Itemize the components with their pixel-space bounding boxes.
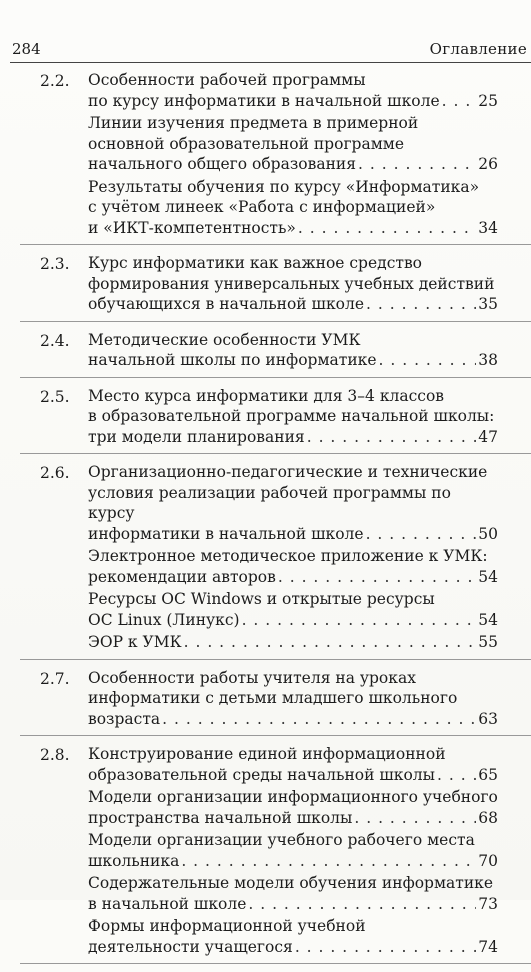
- running-title: Оглавление: [429, 40, 527, 58]
- entry-last-line: [88, 610, 498, 631]
- section-number: 2.8.: [40, 746, 70, 764]
- entry-line: Модели организации информационного учебного: [88, 788, 498, 806]
- entry-line: Конструирование единой информационной: [88, 745, 446, 763]
- section-number: 2.2.: [40, 72, 70, 90]
- section-number: 2.5.: [40, 387, 70, 406]
- entry-last-line: [88, 427, 498, 448]
- entry-last-text: три модели планирования: [88, 427, 305, 446]
- header-rule: [10, 62, 531, 63]
- section-number: 2.3.: [40, 255, 70, 273]
- page-ref: 54: [478, 610, 498, 629]
- entry-last-line: [88, 294, 498, 315]
- dot-leader: [358, 154, 476, 175]
- entry-last-line: [88, 567, 498, 588]
- entry-last-text: ОС Linux (Линукс): [88, 610, 240, 629]
- entry-text: [88, 787, 498, 828]
- entry-last-line: [88, 350, 498, 371]
- entry-last-text: и «ИКТ-компетентность»: [88, 218, 296, 237]
- entry-separator: [20, 377, 531, 378]
- entry-last-text: обучающихся в начальной школе: [88, 295, 365, 313]
- entry-last-line: [88, 851, 498, 872]
- entry-last-line: [88, 524, 498, 545]
- entry-text: [88, 546, 498, 587]
- page-ref: 55: [478, 633, 498, 651]
- entry-last-text: образовательной среды начальной школы: [88, 765, 435, 784]
- page-ref: 65: [478, 765, 498, 784]
- entry-line: условия реализации рабочей программы по курсу: [88, 483, 451, 522]
- entry-last-line: [88, 154, 498, 175]
- entry-last-line: [88, 808, 498, 829]
- entry-last-line: [88, 218, 498, 239]
- entry-line: информатики с детьми младшего школьного: [88, 689, 458, 707]
- entry-last-text: пространства начальной школы: [88, 808, 353, 827]
- entry-text: [88, 462, 498, 544]
- entry-last-text: в начальной школе: [88, 894, 247, 913]
- entry-line: формирования универсальных учебных действий: [88, 274, 495, 293]
- entry-last-text: начального общего образования: [88, 155, 357, 173]
- page-ref: 54: [478, 567, 498, 586]
- entry-last-text: по курсу информатики в начальной школе: [88, 91, 440, 110]
- dot-leader: [366, 294, 476, 315]
- entry-text: [88, 113, 498, 175]
- dot-leader: [248, 894, 476, 915]
- entry-last-text: ЭОР к УМК: [88, 633, 182, 651]
- toc-subentry: [0, 546, 531, 587]
- entry-last-text: деятельности учащегося: [88, 937, 293, 956]
- entry-line: Линии изучения предмета в примерной: [88, 114, 419, 132]
- toc-subentry: [0, 589, 531, 630]
- entry-text: [88, 744, 498, 785]
- entry-text: [88, 70, 498, 111]
- entry-separator: [20, 321, 531, 322]
- dot-leader: [295, 937, 476, 958]
- entry-line: Модели организации учебного рабочего места: [88, 831, 475, 849]
- section-number: 2.7.: [40, 669, 70, 688]
- entry-last-text: школьника: [88, 851, 180, 870]
- entry-last-text: начальной школы по информатике: [88, 351, 377, 369]
- page-header: [0, 38, 531, 62]
- dot-leader: [162, 709, 476, 730]
- entry-last-line: [88, 709, 498, 730]
- dot-leader: [181, 851, 476, 872]
- page-ref: 26: [478, 155, 498, 173]
- entry-last-line: [88, 765, 498, 786]
- section-number: 2.4.: [40, 331, 70, 350]
- page-ref: 35: [478, 295, 498, 313]
- entry-line: Содержательные модели обучения информатике: [88, 874, 494, 892]
- toc-entry: [0, 253, 531, 315]
- entry-last-text: рекомендации авторов: [88, 567, 276, 586]
- toc-entry: [0, 462, 531, 653]
- entry-last-text: возраста: [88, 709, 161, 728]
- page-ref: 70: [478, 851, 498, 870]
- page-ref: 38: [478, 351, 498, 369]
- entry-text: [88, 177, 498, 239]
- entry-text: [88, 589, 498, 630]
- toc-entry: [0, 668, 531, 730]
- page-ref: 25: [478, 91, 498, 110]
- toc-subentry: [0, 632, 531, 653]
- entry-text: [88, 632, 498, 653]
- page-ref: 68: [478, 808, 498, 827]
- entry-line: Результаты обучения по курсу «Информатика»: [88, 177, 480, 196]
- toc-subentry: [0, 787, 531, 828]
- entry-line: Методические особенности УМК: [88, 330, 361, 349]
- dot-leader: [184, 632, 477, 653]
- entry-line: Формы информационной учебной: [88, 917, 366, 935]
- page-number: 284: [12, 40, 41, 58]
- dot-leader: [366, 524, 477, 545]
- entry-text: [88, 253, 498, 315]
- entry-separator: [20, 659, 531, 660]
- entry-line: Курс информатики как важное средство: [88, 254, 423, 272]
- entry-line: Особенности работы учителя на уроках: [88, 668, 416, 687]
- page-ref: 47: [478, 427, 498, 446]
- dot-leader: [442, 91, 477, 112]
- entry-line: Место курса информатики для 3–4 классов: [88, 386, 445, 405]
- entry-line: Организационно-педагогические и технические: [88, 463, 488, 481]
- dot-leader: [437, 765, 476, 786]
- toc-subentry: [0, 873, 531, 914]
- entry-line: с учётом линеек «Работа с информацией»: [88, 198, 436, 216]
- entry-last-line: [88, 91, 498, 112]
- page-ref: 63: [478, 709, 498, 728]
- table-of-contents: [0, 70, 531, 972]
- entry-last-line: [88, 894, 498, 915]
- dot-leader: [242, 610, 477, 631]
- dot-leader: [298, 218, 476, 239]
- toc-entry: [0, 70, 531, 238]
- entry-text: [88, 830, 498, 871]
- entry-line: Электронное методическое приложение к УМК:: [88, 547, 488, 565]
- section-number: 2.6.: [40, 464, 70, 482]
- entry-separator: [20, 963, 531, 964]
- entry-text: [88, 873, 498, 914]
- entry-last-line: [88, 632, 498, 653]
- entry-separator: [20, 244, 531, 245]
- entry-separator: [20, 453, 531, 454]
- entry-text: [88, 330, 498, 371]
- entry-separator: [20, 735, 531, 736]
- entry-line: в образовательной программе начальной школы:: [88, 407, 495, 425]
- toc-entry: [0, 330, 531, 371]
- page-ref: 50: [478, 524, 498, 543]
- page-ref: 34: [478, 218, 498, 237]
- dot-leader: [278, 567, 476, 588]
- toc-subentry: [0, 916, 531, 957]
- toc-entry: [0, 744, 531, 957]
- toc-subentry: [0, 113, 531, 175]
- toc-subentry: [0, 177, 531, 239]
- page-ref: 74: [478, 937, 498, 956]
- dot-leader: [307, 427, 477, 448]
- dot-leader: [379, 350, 477, 371]
- entry-last-text: информатики в начальной школе: [88, 524, 364, 543]
- entry-line: Ресурсы ОС Windows и открытые ресурсы: [88, 590, 435, 608]
- toc-entry: [0, 386, 531, 448]
- toc-subentry: [0, 830, 531, 871]
- entry-text: [88, 386, 498, 448]
- entry-text: [88, 916, 498, 957]
- entry-last-line: [88, 937, 498, 958]
- dot-leader: [354, 808, 476, 829]
- entry-line: Особенности рабочей программы: [88, 71, 366, 89]
- entry-text: [88, 668, 498, 730]
- entry-line: основной образовательной программе: [88, 134, 405, 153]
- page-ref: 73: [478, 894, 498, 913]
